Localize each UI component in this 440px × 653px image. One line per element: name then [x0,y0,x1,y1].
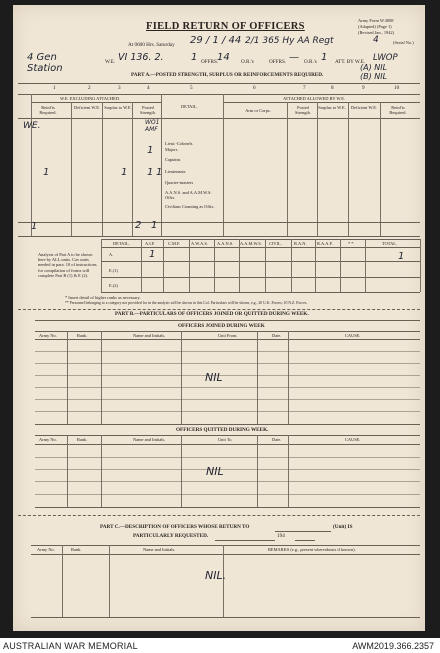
joined-nil: NIL [205,371,223,384]
archive-id: AWM2019.366.2357 [352,641,434,651]
rank-civilians: Civilians Counting as Offrs. [165,204,215,209]
analysis-h-aamws: A.A.M.W.S. [240,241,262,246]
reinf-lieut: 1 [43,167,50,178]
quitted-nil: NIL [206,465,224,478]
analysis-h-awas: A.W.A.S. [191,241,208,246]
joined-col-cause: CAUSE. [345,333,361,338]
sub-arm: Arm or Corps. [245,108,271,113]
part-c-col-remarks: REMARKS (e.g., present whereabouts if known). [268,547,356,552]
sub-posted: Posted Strength. [140,105,156,115]
att-label: ATT. BY W.E. [335,59,366,65]
rank-abbr: WO1 AMF [145,119,160,133]
sub-surplus: Surplus to W.E. [104,105,132,110]
army-form-label: Army Form W.3008 [358,18,394,23]
we-number: VI 136. 2. [118,52,164,63]
col-4: 4 [147,85,150,91]
offrs-value-2: — [289,52,299,63]
surplus-lieut: 1 [121,167,128,178]
part-c-requested: PARTICULARLY REQUESTED. [133,533,209,539]
we-excluding-heading: W.E. EXCLUDING ATTACHED. [60,96,121,101]
att-b-nil: (B) NIL [360,72,388,81]
analysis-h-aif: A.I.F. [145,241,156,246]
joined-col-unit: Unit From. [218,333,238,338]
total-reinf: 1 [31,221,38,232]
col-1: 1 [53,85,56,91]
analysis-h-ran: R.A.N. [294,241,307,246]
col-7: 7 [303,85,306,91]
quitted-col-rank: Rank. [77,437,88,442]
sub-surplus-2: Surplus to W.E. [318,105,346,110]
posted-captains: 1 [147,145,154,156]
serial-value: 4 [373,35,379,45]
ors-label: O.R.'s [241,59,254,65]
sub-reinf: Reinf'ts Required. [39,105,57,115]
part-c-col-armyno: Army No. [37,547,55,552]
analysis-foot-2: ** Personnel belonging to a category not provided for in the analysis will be shown in this Col. Particulars will be shown, e.g., 20 U.K. Forces; 10 N.Z. Forces. [65,301,308,305]
part-c-unit-is: (Unit) IS [333,524,353,530]
posted-lieut-2: 1 [156,167,163,178]
sub-reinf-2: Reinf'ts Required. [389,105,407,115]
ors-value: 14 [217,52,230,63]
attached-heading: ATTACHED ALLOWED BY W.E. [283,96,346,101]
quitted-col-cause: CAUSE. [345,437,361,442]
army-form-adapted: (Adapted) (Page 1) [358,24,392,29]
col-9: 9 [362,85,365,91]
rank-captains: Captains [165,157,181,162]
ors-value-2: 1 [321,52,328,63]
analysis-aif-a: 1 [149,249,156,260]
part-c-nil: NIL. [205,569,227,582]
offrs-value: 1 [191,52,198,63]
analysis-h-aans: A.A.N.S. [217,241,234,246]
analysis-total-a: 1 [398,251,405,262]
rank-ltcol: Lieut.-Colonels [165,141,193,146]
part-a-title: PART A.—POSTED STRENGTH, SURPLUS OR REINFORCEMENTS REQUIRED. [131,72,324,78]
analysis-h-cmf: C.M.F. [168,241,181,246]
quitted-heading: OFFICERS QUITTED DURING WEEK. [176,427,269,433]
analysis-h-civil: CIVIL. [269,241,282,246]
serial-label: (Serial No.) [393,40,414,45]
ors-label-2: O.R.'s [304,59,317,65]
analysis-h-raaf: R.A.A.F. [317,241,333,246]
col-2: 2 [88,85,91,91]
form-sheet [13,5,425,631]
joined-heading: OFFICERS JOINED DURING WEEK [178,323,265,329]
quitted-col-name: Name and Initials. [133,437,166,442]
sub-deficient: Deficient W.E. [74,105,100,110]
total-posted: 2 [135,220,142,231]
offrs-label-2: OFFRS. [269,59,287,65]
att-lwop: LWOP [373,53,398,63]
rank-qm: Quarter-masters [165,180,194,185]
part-c-col-name: Name and Initials. [143,547,176,552]
analysis-h-detail: DETAIL. [113,241,130,246]
joined-col-date: Date. [272,333,282,338]
analysis-row-a: A. [109,252,114,257]
quitted-col-unit: Unit To. [218,437,233,442]
att-a-nil: (A) NIL [360,63,388,72]
col-8: 8 [331,85,334,91]
rank-aans: A.A.N.S. and A.A.M.W.S. Offrs. [165,190,212,200]
unit-value: 2/1 365 Hy AA Regt [245,36,334,46]
analysis-h-other: * * [348,241,354,246]
part-c-col-rank: Rank. [71,547,82,552]
analysis-row-e1: E.(1) [109,268,118,273]
part-c-title: PART C.—DESCRIPTION OF OFFICERS WHOSE RETURN TO [100,524,250,530]
analysis-foot-1: * Insert detail of higher ranks as necessary. [65,295,141,300]
joined-col-name: Name and Initials. [133,333,166,338]
quitted-col-armyno: Army No. [39,437,57,442]
station-value: 4 Gen Station [27,52,63,74]
col-5: 5 [190,85,193,91]
army-form-revised: (Revised Jan., 1942) [358,30,395,35]
col-10: 10 [394,85,400,91]
quitted-col-date: Date. [272,437,282,442]
col-3: 3 [118,85,121,91]
rank-lieutenants: Lieutenants [165,169,186,174]
offrs-label: OFFRS. [201,59,219,65]
part-b-title: PART B.—PARTICULARS OF OFFICERS JOINED OR QUITTED DURING WEEK. [115,311,309,317]
we-label: W.E. [105,59,116,65]
analysis-note: Analysis of Part A to be shown here by ALL units. Cav units needed in para. 10 of instructions for compilation of forms will complete Part B (1) & E (2). [38,252,97,278]
archive-name: AUSTRALIAN WAR MEMORIAL [3,641,138,651]
sub-deficient-2: Deficient W.E. [351,105,377,110]
date-value: 29 / 1 / 44 [190,35,242,46]
form-title: FIELD RETURN OF OFFICERS [146,21,305,32]
analysis-row-e2: E.(2) [109,283,118,288]
detail-heading: DETAIL. [181,104,198,109]
rank-majors: Majors [165,147,178,152]
caption-bar [0,638,440,653]
analysis-h-total: TOTAL. [382,241,398,246]
part-c-year: 194 [277,533,285,539]
total-posted-2: 1 [151,220,158,231]
we-col-value: WE. [23,121,41,131]
joined-col-rank: Rank. [77,333,88,338]
sub-posted-2: Posted Strength. [295,105,311,115]
joined-col-armyno: Army No. [39,333,57,338]
at-hours-label: At 0600 Hrs. Saturday [128,42,175,48]
posted-lieut: 1 [147,167,154,178]
col-6: 6 [253,85,256,91]
